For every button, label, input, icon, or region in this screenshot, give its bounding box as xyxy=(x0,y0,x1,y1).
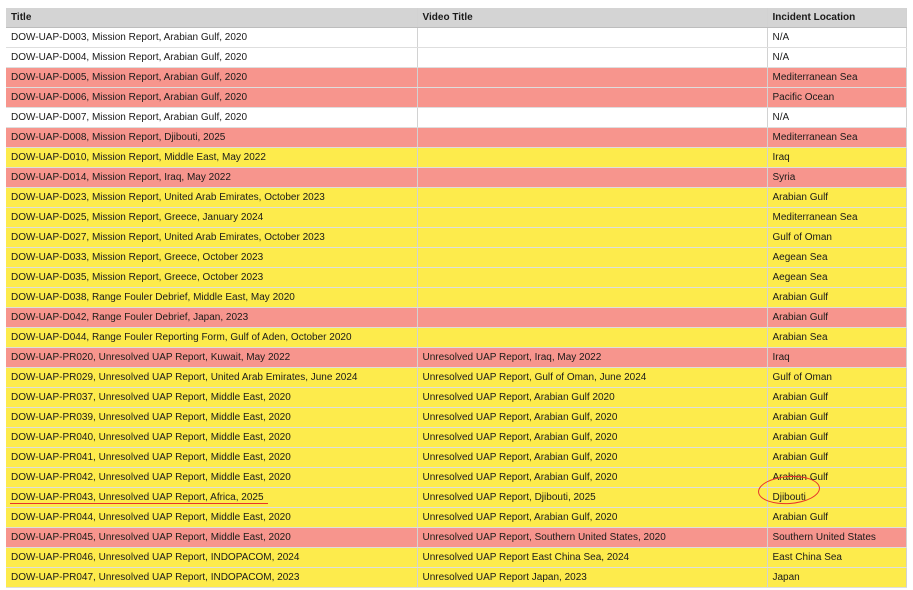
video-title-cell[interactable]: Unresolved UAP Report, Gulf of Oman, June 2024 xyxy=(417,368,767,388)
incident-location-cell[interactable]: Mediterranean Sea xyxy=(767,208,906,228)
title-cell[interactable]: DOW-UAP-D038, Range Fouler Debrief, Middle East, May 2020 xyxy=(6,288,417,308)
table-row xyxy=(6,68,906,88)
incident-location-cell[interactable]: N/A xyxy=(767,108,906,128)
incident-location-cell[interactable]: Southern United States xyxy=(767,528,906,548)
title-cell[interactable]: DOW-UAP-D042, Range Fouler Debrief, Japan, 2023 xyxy=(6,308,417,328)
video-title-cell[interactable]: Unresolved UAP Report, Iraq, May 2022 xyxy=(417,348,767,368)
video-title-cell[interactable] xyxy=(417,88,767,108)
incident-location-cell[interactable]: Arabian Gulf xyxy=(767,468,906,488)
incident-location-cell[interactable]: Arabian Gulf xyxy=(767,508,906,528)
table-row xyxy=(6,528,906,548)
incident-location-cell[interactable]: Mediterranean Sea xyxy=(767,128,906,148)
table-row xyxy=(6,348,906,368)
title-cell[interactable]: DOW-UAP-D003, Mission Report, Arabian Gulf, 2020 xyxy=(6,28,417,48)
table-row xyxy=(6,308,906,328)
table-row xyxy=(6,128,906,148)
incident-location-cell[interactable]: Aegean Sea xyxy=(767,268,906,288)
title-cell[interactable]: DOW-UAP-PR045, Unresolved UAP Report, Middle East, 2020 xyxy=(6,528,417,548)
incident-location-cell[interactable]: Japan xyxy=(767,568,906,588)
table-row xyxy=(6,568,906,588)
video-title-cell[interactable] xyxy=(417,108,767,128)
title-cell[interactable]: DOW-UAP-D004, Mission Report, Arabian Gulf, 2020 xyxy=(6,48,417,68)
incident-location-cell[interactable]: Gulf of Oman xyxy=(767,368,906,388)
incident-location-cell[interactable]: Iraq xyxy=(767,348,906,368)
video-title-cell[interactable]: Unresolved UAP Report, Arabian Gulf, 2020 xyxy=(417,468,767,488)
title-cell[interactable]: DOW-UAP-PR020, Unresolved UAP Report, Kuwait, May 2022 xyxy=(6,348,417,368)
video-title-cell[interactable] xyxy=(417,128,767,148)
table-row xyxy=(6,208,906,228)
incident-location-cell[interactable]: Arabian Gulf xyxy=(767,308,906,328)
title-cell[interactable]: DOW-UAP-PR046, Unresolved UAP Report, INDOPACOM, 2024 xyxy=(6,548,417,568)
incident-location-cell[interactable]: Gulf of Oman xyxy=(767,228,906,248)
video-title-cell[interactable] xyxy=(417,248,767,268)
incident-location-cell[interactable]: Arabian Gulf xyxy=(767,188,906,208)
table-row xyxy=(6,288,906,308)
video-title-cell[interactable]: Unresolved UAP Report, Arabian Gulf, 2020 xyxy=(417,448,767,468)
table-row xyxy=(6,368,906,388)
video-title-cell[interactable] xyxy=(417,268,767,288)
video-title-cell[interactable] xyxy=(417,188,767,208)
column-header-title[interactable]: Title xyxy=(6,8,417,28)
title-cell[interactable]: DOW-UAP-PR044, Unresolved UAP Report, Middle East, 2020 xyxy=(6,508,417,528)
table-row xyxy=(6,108,906,128)
table-row xyxy=(6,248,906,268)
title-cell[interactable]: DOW-UAP-PR037, Unresolved UAP Report, Middle East, 2020 xyxy=(6,388,417,408)
table-row xyxy=(6,388,906,408)
title-cell[interactable]: DOW-UAP-PR039, Unresolved UAP Report, Middle East, 2020 xyxy=(6,408,417,428)
video-title-cell[interactable] xyxy=(417,48,767,68)
title-cell[interactable]: DOW-UAP-D005, Mission Report, Arabian Gulf, 2020 xyxy=(6,68,417,88)
column-header-incident-location[interactable]: Incident Location xyxy=(767,8,906,28)
title-cell[interactable]: DOW-UAP-D010, Mission Report, Middle East, May 2022 xyxy=(6,148,417,168)
title-cell[interactable]: DOW-UAP-D033, Mission Report, Greece, October 2023 xyxy=(6,248,417,268)
table-row xyxy=(6,428,906,448)
incident-location-cell[interactable]: Djibouti xyxy=(767,488,906,508)
incident-location-cell[interactable]: Iraq xyxy=(767,148,906,168)
incident-location-cell[interactable]: Mediterranean Sea xyxy=(767,68,906,88)
video-title-cell[interactable] xyxy=(417,28,767,48)
incident-location-cell[interactable]: Arabian Gulf xyxy=(767,408,906,428)
incident-location-cell[interactable]: N/A xyxy=(767,28,906,48)
video-title-cell[interactable]: Unresolved UAP Report, Djibouti, 2025 xyxy=(417,488,767,508)
table-row xyxy=(6,148,906,168)
video-title-cell[interactable]: Unresolved UAP Report, Arabian Gulf, 2020 xyxy=(417,508,767,528)
video-title-cell[interactable]: Unresolved UAP Report, Arabian Gulf, 2020 xyxy=(417,408,767,428)
title-cell[interactable]: DOW-UAP-PR043, Unresolved UAP Report, Africa, 2025 xyxy=(6,488,417,508)
video-title-cell[interactable] xyxy=(417,68,767,88)
title-cell[interactable]: DOW-UAP-D006, Mission Report, Arabian Gulf, 2020 xyxy=(6,88,417,108)
video-title-cell[interactable] xyxy=(417,328,767,348)
title-cell[interactable]: DOW-UAP-PR047, Unresolved UAP Report, INDOPACOM, 2023 xyxy=(6,568,417,588)
video-title-cell[interactable]: Unresolved UAP Report, Arabian Gulf 2020 xyxy=(417,388,767,408)
table-row xyxy=(6,508,906,528)
incident-location-cell[interactable]: East China Sea xyxy=(767,548,906,568)
table-row xyxy=(6,28,906,48)
incident-location-cell[interactable]: Arabian Gulf xyxy=(767,428,906,448)
table-row xyxy=(6,408,906,428)
table-row xyxy=(6,168,906,188)
video-title-cell[interactable]: Unresolved UAP Report, Arabian Gulf, 2020 xyxy=(417,428,767,448)
table-row xyxy=(6,328,906,348)
title-cell[interactable]: DOW-UAP-D008, Mission Report, Djibouti, 2025 xyxy=(6,128,417,148)
video-title-cell[interactable]: Unresolved UAP Report Japan, 2023 xyxy=(417,568,767,588)
title-cell[interactable]: DOW-UAP-D044, Range Fouler Reporting Form, Gulf of Aden, October 2020 xyxy=(6,328,417,348)
incident-location-cell[interactable]: Pacific Ocean xyxy=(767,88,906,108)
title-cell[interactable]: DOW-UAP-PR029, Unresolved UAP Report, United Arab Emirates, June 2024 xyxy=(6,368,417,388)
title-cell[interactable]: DOW-UAP-D007, Mission Report, Arabian Gulf, 2020 xyxy=(6,108,417,128)
title-cell[interactable]: DOW-UAP-PR042, Unresolved UAP Report, Middle East, 2020 xyxy=(6,468,417,488)
table-row xyxy=(6,548,906,568)
video-title-cell[interactable]: Unresolved UAP Report East China Sea, 2024 xyxy=(417,548,767,568)
column-header-video-title[interactable]: Video Title xyxy=(417,8,767,28)
table-row xyxy=(6,268,906,288)
title-cell[interactable]: DOW-UAP-D023, Mission Report, United Arab Emirates, October 2023 xyxy=(6,188,417,208)
title-cell[interactable]: DOW-UAP-PR041, Unresolved UAP Report, Middle East, 2020 xyxy=(6,448,417,468)
video-title-cell[interactable] xyxy=(417,148,767,168)
title-cell[interactable]: DOW-UAP-PR040, Unresolved UAP Report, Middle East, 2020 xyxy=(6,428,417,448)
table-row xyxy=(6,448,906,468)
table-row xyxy=(6,188,906,208)
incident-location-cell[interactable]: Syria xyxy=(767,168,906,188)
video-title-cell[interactable]: Unresolved UAP Report, Southern United States, 2020 xyxy=(417,528,767,548)
title-cell[interactable]: DOW-UAP-D027, Mission Report, United Arab Emirates, October 2023 xyxy=(6,228,417,248)
incident-location-cell[interactable]: Arabian Gulf xyxy=(767,388,906,408)
video-title-cell[interactable] xyxy=(417,168,767,188)
incident-location-cell[interactable]: N/A xyxy=(767,48,906,68)
video-title-cell[interactable] xyxy=(417,288,767,308)
table-row xyxy=(6,228,906,248)
video-title-cell[interactable] xyxy=(417,208,767,228)
header-row xyxy=(6,8,906,28)
title-cell[interactable]: DOW-UAP-D035, Mission Report, Greece, October 2023 xyxy=(6,268,417,288)
incident-location-cell[interactable]: Arabian Sea xyxy=(767,328,906,348)
table-row xyxy=(6,88,906,108)
incident-location-cell[interactable]: Arabian Gulf xyxy=(767,288,906,308)
video-title-cell[interactable] xyxy=(417,308,767,328)
red-underline-annotation xyxy=(10,503,268,504)
video-title-cell[interactable] xyxy=(417,228,767,248)
title-cell[interactable]: DOW-UAP-D025, Mission Report, Greece, January 2024 xyxy=(6,208,417,228)
table-row xyxy=(6,48,906,68)
incident-location-cell[interactable]: Arabian Gulf xyxy=(767,448,906,468)
incident-location-cell[interactable]: Aegean Sea xyxy=(767,248,906,268)
title-cell[interactable]: DOW-UAP-D014, Mission Report, Iraq, May 2022 xyxy=(6,168,417,188)
